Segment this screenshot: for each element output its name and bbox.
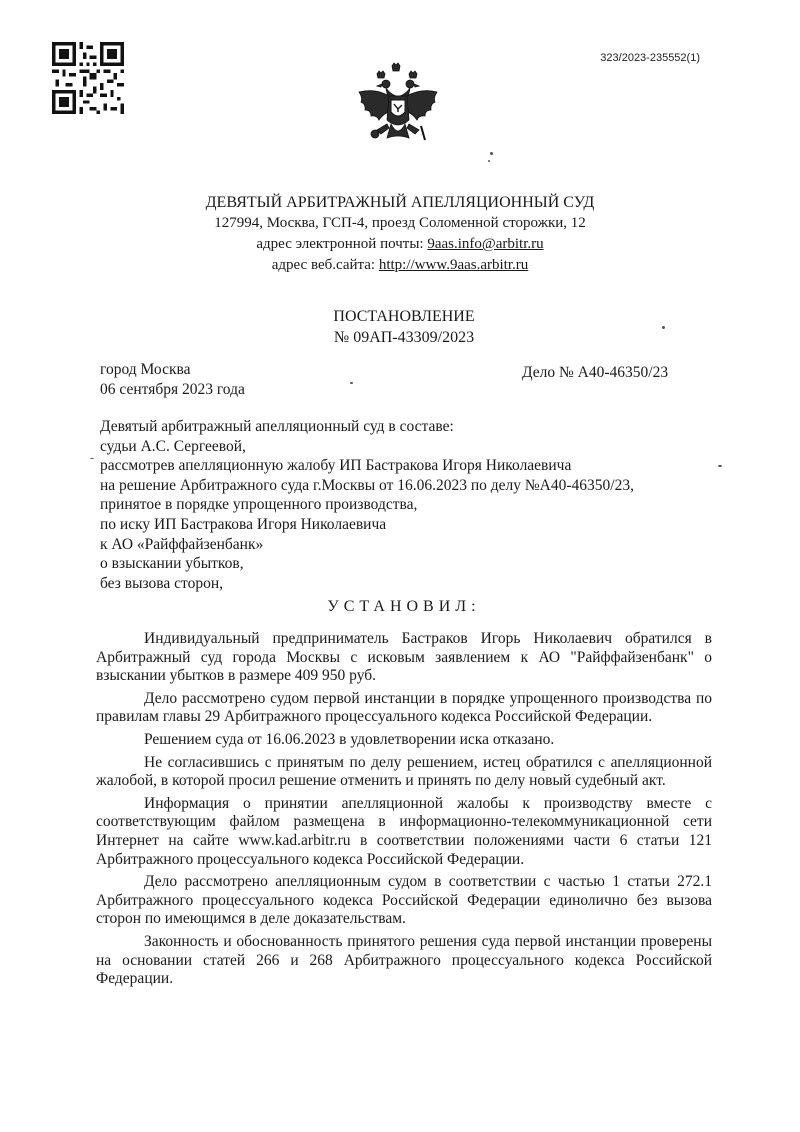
decree-title: ПОСТАНОВЛЕНИЕ: [333, 308, 475, 325]
intro-line: на решение Арбитражного суда г.Москвы от 16.06.2023 по делу №А40-46350/23,: [100, 476, 634, 494]
court-address: 127994, Москва, ГСП-4, проезд Соломенной сторожки, 12: [214, 215, 586, 231]
web-label: адрес веб.сайта:: [271, 257, 379, 273]
intro-line: без вызова сторон,: [100, 574, 224, 592]
paragraph: Не согласившись с принятым по делу решением, истец обратился с апелляционной жалобой, в которой просил решение отменить и принять по делу новый судебный акт.: [96, 753, 712, 790]
scan-speck: [718, 465, 722, 467]
paragraph: Решением суда от 16.06.2023 в удовлетворении иска отказано.: [144, 730, 555, 748]
court-web-line: [0, 255, 800, 276]
intro-block: [100, 417, 720, 593]
intro-line: о взыскании убытков,: [100, 555, 244, 573]
intro-line: по иску ИП Бастракова Игоря Николаевича: [100, 515, 387, 533]
intro-line: к АО «Райффайзенбанк»: [100, 535, 264, 553]
scan-speck: [662, 326, 665, 329]
decree-number: № 09АП-43309/2023: [333, 329, 475, 346]
intro-line: судьи А.С. Сергеевой,: [100, 437, 246, 455]
email-label: адрес электронной почты:: [256, 236, 428, 252]
intro-line: рассмотрев апелляционную жалобу ИП Бастракова Игоря Николаевича: [100, 457, 572, 475]
scan-speck: [490, 152, 493, 155]
scan-speck: [488, 160, 490, 162]
court-header: [0, 192, 800, 276]
paragraph: Дело рассмотрено судом первой инстанции в порядке упрощенного производства по правилам главы 29 Арбитражного процессуального кодекса Российской Федерации.: [96, 689, 712, 726]
place-date-block: [100, 360, 245, 400]
scan-speck: [90, 458, 94, 459]
paragraph: Индивидуальный предприниматель Бастраков Игорь Николаевич обратился в Арбитражный суд города Москвы с исковым заявлением к АО "Райффайзенбанк" о взыскании убытков в размере 409 950 руб.: [96, 630, 712, 685]
intro-line: Девятый арбитражный апелляционный суд в составе:: [100, 418, 454, 435]
qr-code-icon: [52, 42, 124, 114]
paragraph: Информация о принятии апелляционной жалобы к производству вместе с соответствующим файлом размещена в информационно-телекоммуникационной сети Интернет на сайте www.kad.arbitr.ru в соответствии положениями части 6 статьи 121 Арбитражного процессуального кодекса Российской Федерации.: [96, 794, 712, 868]
coat-of-arms-icon: [353, 62, 443, 162]
scan-speck: [350, 382, 353, 384]
paragraph: Дело рассмотрено апелляционным судом в соответствии с частью 1 статьи 272.1 Арбитражного процессуального кодекса Российской Федерации единолично без вызова сторон по имеющимся в деле доказательствам.: [96, 873, 712, 928]
case-number: Дело № А40-46350/23: [522, 364, 669, 381]
court-email-line: [0, 234, 800, 255]
court-name: ДЕВЯТЫЙ АРБИТРАЖНЫЙ АПЕЛЛЯЦИОННЫЙ СУД: [205, 194, 595, 211]
intro-line: принятое в порядке упрощенного производства,: [100, 496, 418, 514]
city: город Москва: [100, 361, 191, 378]
date: 06 сентября 2023 года: [100, 381, 245, 398]
court-web-link[interactable]: http://www.9aas.arbitr.ru: [378, 257, 529, 273]
section-title: УСТАНОВИЛ:: [327, 598, 481, 615]
decree-body: [96, 630, 712, 993]
decree-block: [0, 306, 800, 348]
court-email-link[interactable]: 9aas.info@arbitr.ru: [427, 236, 544, 252]
paragraph: Законность и обоснованность принятого решения суда первой инстанции проверены на основании статей 266 и 268 Арбитражного процессуального кодекса Российской Федерации.: [96, 932, 712, 988]
document-id: 323/2023-235552(1): [600, 52, 700, 64]
